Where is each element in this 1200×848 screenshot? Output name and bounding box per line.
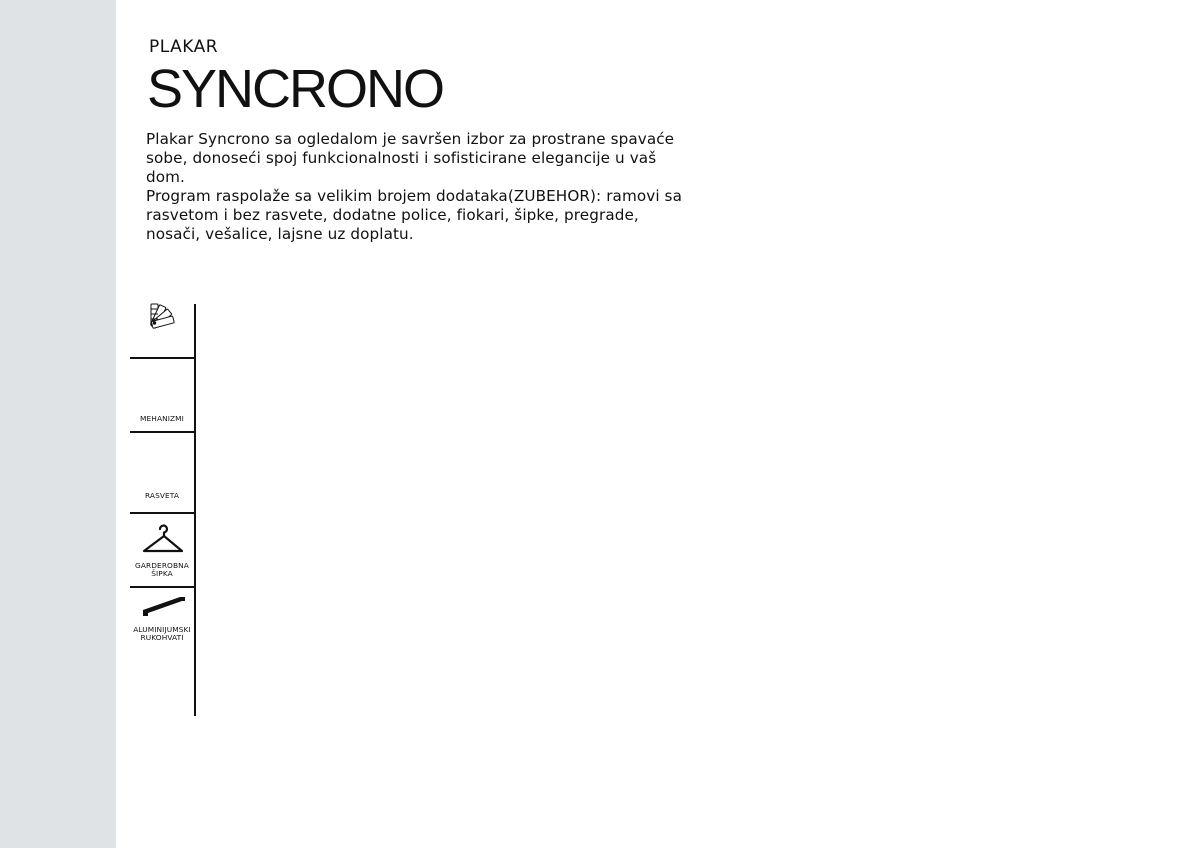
- description-paragraph-1: Plakar Syncrono sa ogledalom je savršen izbor za prostrane spavaće sobe, donoseći spoj funkcionalnosti i sofisticirane elegancije u vaš dom.: [146, 130, 675, 186]
- handle-bar-icon: [140, 594, 186, 618]
- panel-divider: [130, 431, 195, 433]
- feature-label-rasveta: RASVETA: [144, 491, 179, 500]
- color-swatch-fan-icon: [148, 300, 180, 332]
- description-paragraph-2: Program raspolaže sa velikim brojem dodataka(ZUBEHOR): ramovi sa rasvetom i bez rasvete, dodatne police, fiokari, šipke, pregrade, nosači, vešalice, lajsne uz doplatu.: [146, 187, 682, 243]
- feature-panel: [130, 304, 196, 716]
- clothes-hanger-icon: [140, 522, 186, 556]
- feature-label-mehanizmi: MEHANIZMI: [140, 414, 184, 423]
- side-band: [0, 0, 116, 848]
- product-category: PLAKAR: [149, 37, 219, 57]
- panel-divider: [130, 512, 195, 514]
- panel-divider-vertical: [194, 304, 196, 716]
- panel-divider: [130, 586, 195, 588]
- panel-divider: [130, 357, 195, 359]
- product-title: SYNCRONO: [147, 59, 444, 119]
- feature-label-aluminijumski-rukohvati: ALUMINIJUMSKI RUKOHVATI: [133, 625, 191, 642]
- feature-label-garderobna-sipka: GARDEROBNA ŠIPKA: [135, 561, 189, 578]
